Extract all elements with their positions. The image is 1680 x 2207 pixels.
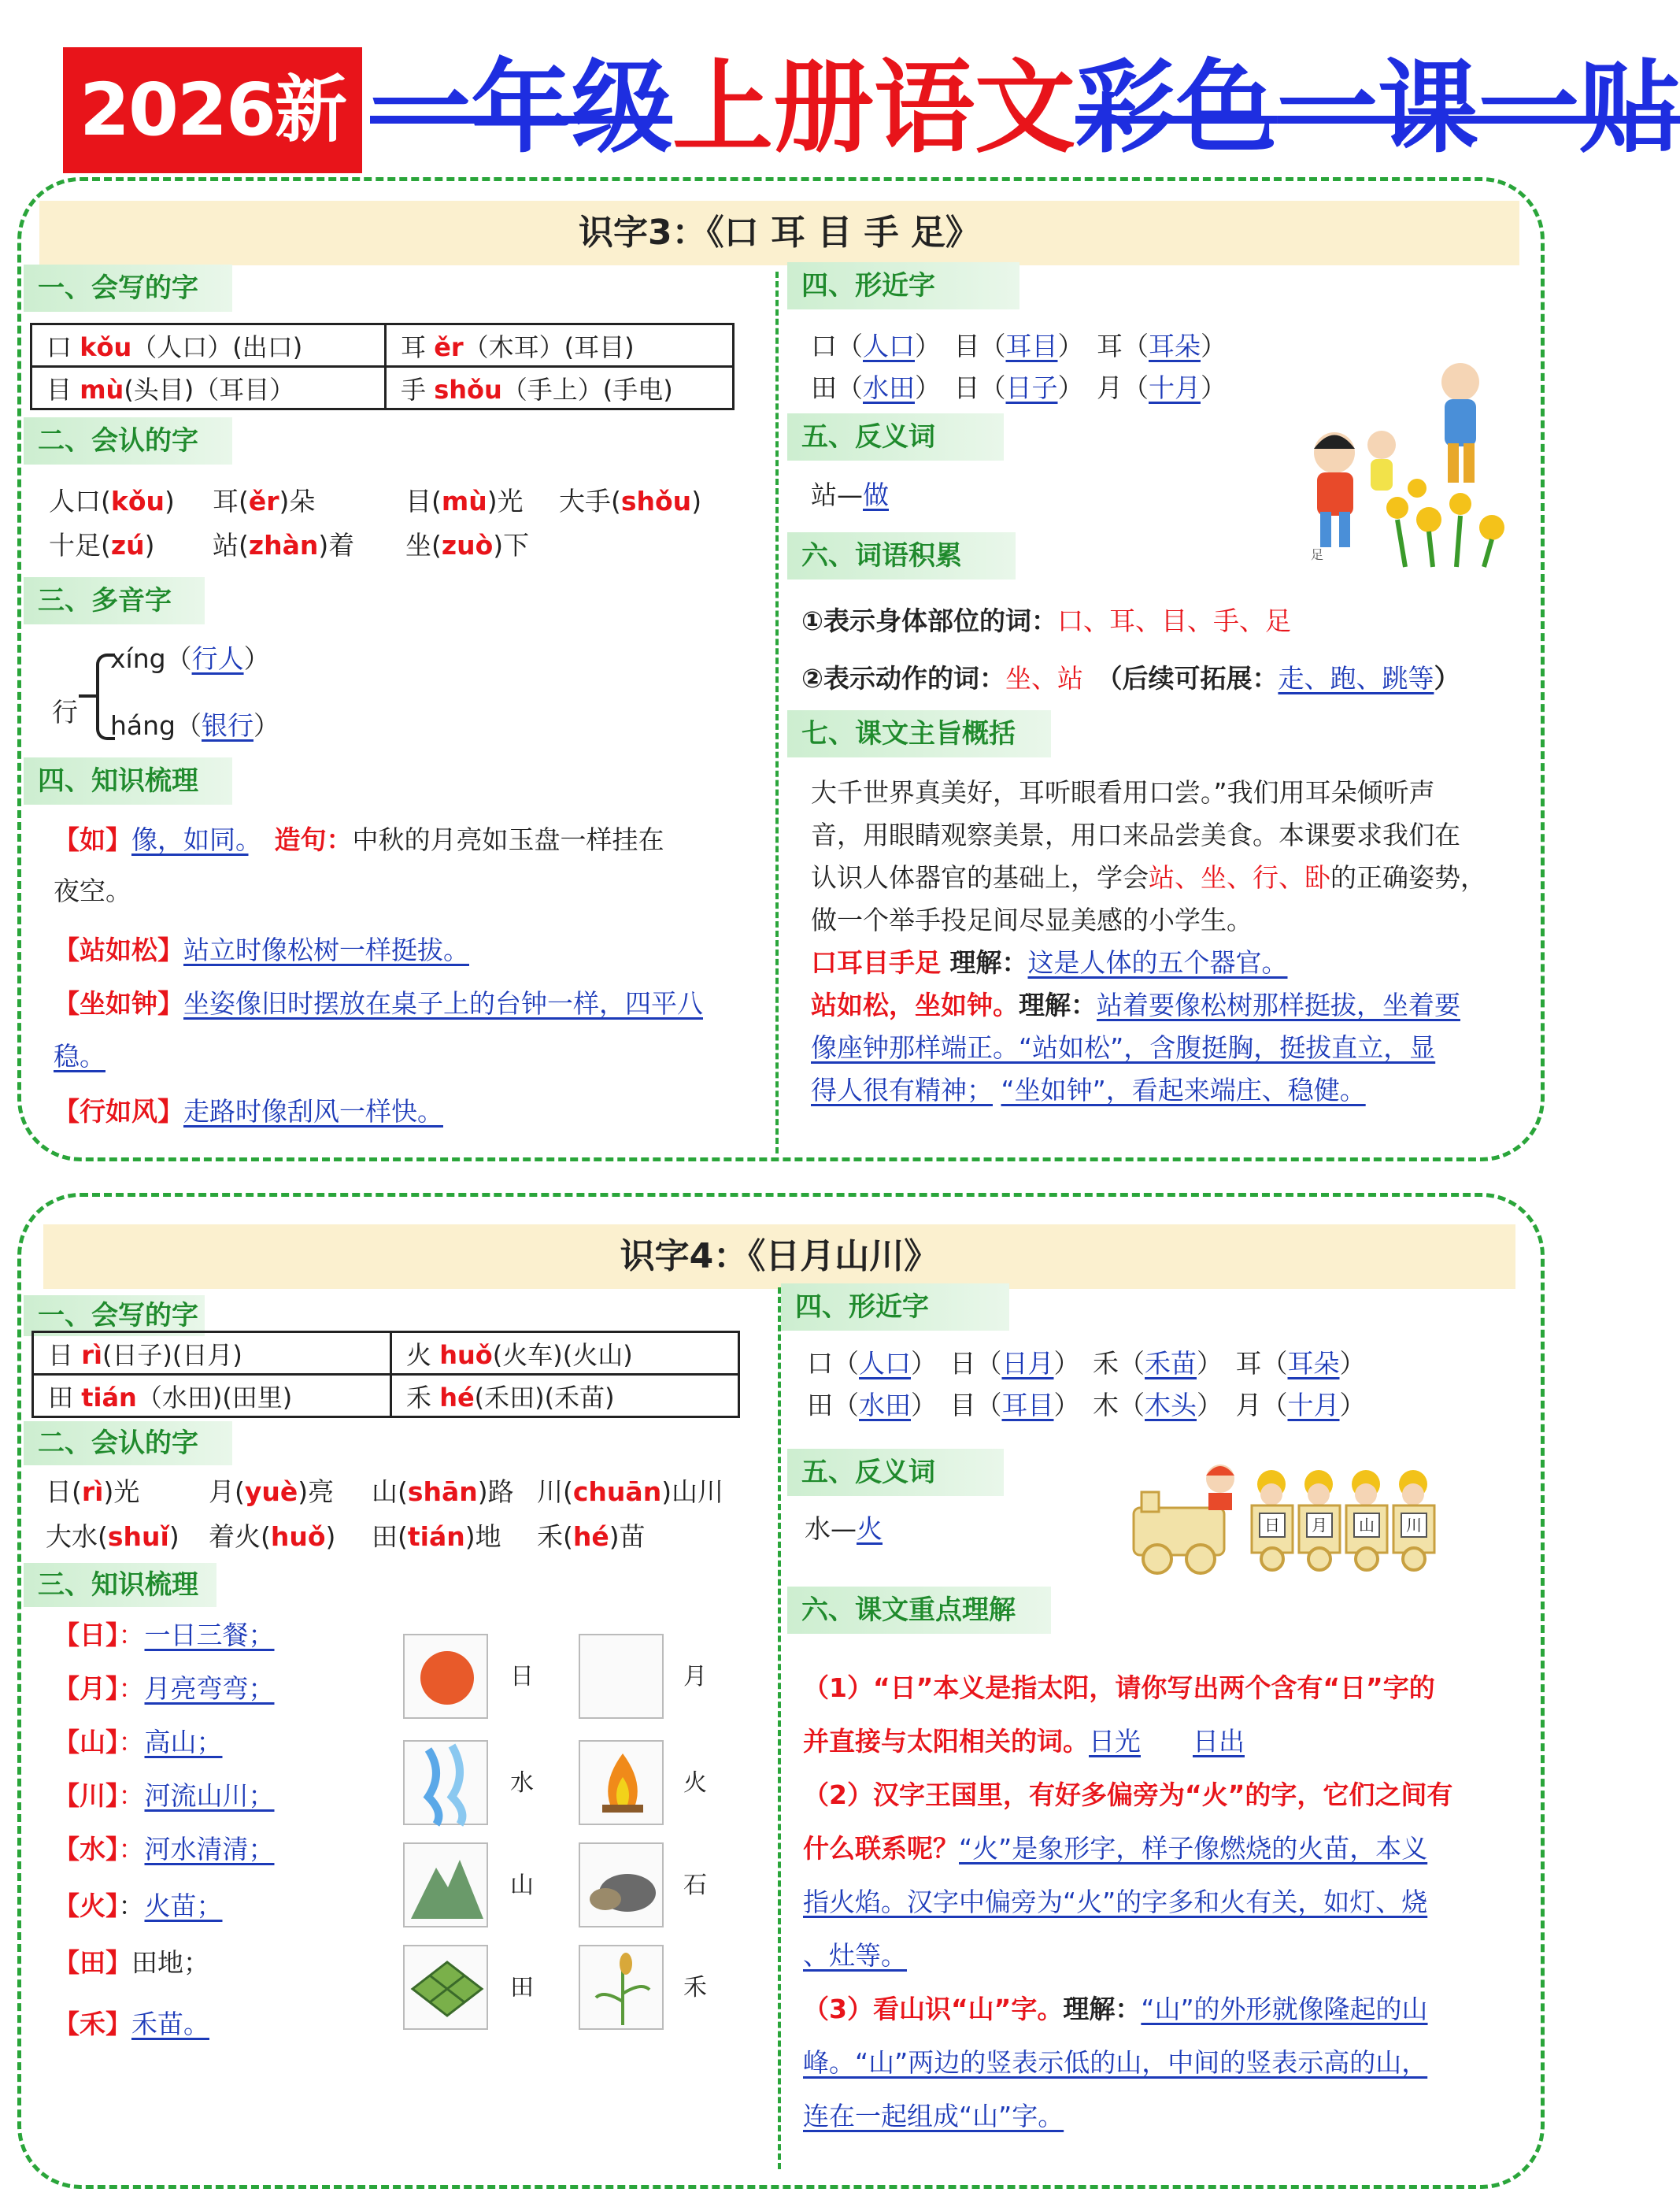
text-item: 水 bbox=[510, 1769, 534, 1797]
stone-picture bbox=[579, 1842, 664, 1927]
text-item: 田 bbox=[510, 1974, 534, 2001]
text-item: 火苗； bbox=[144, 1890, 223, 1921]
text-item: 目( bbox=[405, 486, 442, 517]
section-heading: 二、会认的字 bbox=[24, 1421, 232, 1465]
text-item: (头目)（耳目） bbox=[124, 374, 295, 405]
kids-illustration bbox=[1279, 350, 1515, 571]
text-item: 耳( bbox=[213, 486, 249, 517]
text-item: háng bbox=[110, 710, 176, 741]
section-heading: 一、会写的字 bbox=[24, 265, 232, 312]
text-item: ： bbox=[118, 1620, 145, 1650]
text-item: 稳。 bbox=[54, 1041, 105, 1072]
text-item: 河流山川； bbox=[144, 1780, 275, 1811]
text-item: huǒ bbox=[439, 1339, 493, 1370]
read-char bbox=[213, 524, 354, 567]
text-item: （手上）(手电) bbox=[501, 374, 673, 405]
text-item: 【山】 bbox=[54, 1727, 119, 1757]
text-item: 中秋的月亮如玉盘一样挂在 bbox=[352, 824, 664, 855]
text-item: 造句： bbox=[274, 824, 353, 855]
text-item: 目 bbox=[949, 1390, 976, 1420]
text-item: 坐姿像旧时摆放在桌子上的台钟一样，四平八 bbox=[183, 988, 703, 1019]
text-item: ) bbox=[144, 530, 155, 561]
text-item: 水— bbox=[805, 1513, 857, 1544]
text-item: 日月 bbox=[1001, 1348, 1054, 1379]
text-item: 口 bbox=[811, 331, 837, 361]
text-item: shǒu bbox=[434, 374, 502, 405]
text-item: 耳 bbox=[401, 331, 435, 362]
write-chars-table bbox=[31, 1331, 740, 1418]
text-item: 理解： bbox=[1063, 1994, 1142, 2024]
text-item: 做一个举手投足间尽显美感的小学生。 bbox=[811, 905, 1253, 935]
text-item: 【如】 bbox=[54, 824, 131, 855]
text-item: mù bbox=[80, 374, 124, 405]
text-item: 日 bbox=[1264, 1516, 1280, 1535]
read-char bbox=[405, 480, 524, 523]
text-item: 口、耳、目、手、足 bbox=[1056, 605, 1291, 636]
text-item: 站( bbox=[213, 530, 249, 561]
text-item: 一日三餐； bbox=[144, 1620, 275, 1650]
text-item: (火车)(火山) bbox=[492, 1339, 633, 1370]
text-item: 高山； bbox=[144, 1727, 223, 1757]
text-item: )地 bbox=[464, 1521, 501, 1552]
text-item: 田 bbox=[811, 372, 837, 403]
text-item: 十月 bbox=[1287, 1390, 1340, 1420]
text-item: 水田 bbox=[859, 1390, 911, 1420]
text-item: 人口( bbox=[49, 486, 111, 517]
text-item: rì bbox=[81, 1339, 102, 1370]
text-item: 火 bbox=[857, 1513, 883, 1544]
text-item: 田( bbox=[372, 1521, 408, 1552]
text-item: “火”是象形字，样子像燃烧的火苗，本义 bbox=[959, 1833, 1428, 1864]
text-item: 河水清清； bbox=[144, 1834, 275, 1864]
text-item: 的正确姿势， bbox=[1330, 862, 1486, 893]
text-item: ) bbox=[168, 1521, 179, 1552]
text-item: 上册语文 bbox=[672, 50, 1076, 167]
text-item: 大千世界真美好，耳听眼看用口尝。”我们用耳朵倾听声 bbox=[811, 777, 1435, 808]
text-item: （3）看山识“山”字。 bbox=[803, 1994, 1064, 2024]
text-item: 着火( bbox=[209, 1521, 271, 1552]
poly-char: 行 bbox=[52, 697, 78, 728]
text-item: 月 bbox=[683, 1663, 707, 1690]
text-item: zú bbox=[110, 530, 145, 561]
text-item: 木 bbox=[1093, 1390, 1119, 1420]
text-item: ： bbox=[118, 1727, 145, 1757]
text-item: 石 bbox=[683, 1872, 707, 1899]
text-item: 日 bbox=[953, 372, 980, 403]
text-item: 日 bbox=[48, 1339, 82, 1370]
text-item: 日 bbox=[510, 1663, 534, 1690]
text-item: 山 bbox=[1359, 1516, 1375, 1535]
read-char bbox=[49, 480, 175, 523]
section-heading: 六、课文重点理解 bbox=[787, 1587, 1051, 1634]
text-item: 大水( bbox=[46, 1521, 108, 1552]
text-item: 目 bbox=[953, 331, 980, 361]
water-picture bbox=[403, 1740, 488, 1825]
text-item: 日出 bbox=[1193, 1726, 1245, 1757]
text-item: 禾( bbox=[537, 1521, 573, 1552]
text-item: 月 bbox=[1235, 1390, 1262, 1420]
text-item: ) bbox=[325, 1521, 336, 1552]
text-item: yuè bbox=[244, 1476, 298, 1507]
text-item: 耳 bbox=[1235, 1348, 1262, 1379]
text-item: shān bbox=[407, 1476, 478, 1507]
text-item: 【火】 bbox=[54, 1890, 119, 1921]
text-item: 站立时像松树一样挺拔。 bbox=[183, 935, 469, 965]
text-item: shuǐ bbox=[107, 1521, 169, 1552]
text-item: 手 bbox=[401, 374, 435, 405]
text-item: 行人 bbox=[191, 643, 244, 674]
read-char bbox=[213, 480, 315, 523]
text-item: 禾 bbox=[406, 1382, 440, 1413]
text-item: （1）“日”本义是指太阳，请你写出两个含有“日”字的 bbox=[803, 1672, 1435, 1703]
text-item: hé bbox=[572, 1521, 609, 1552]
text-item: 禾苗 bbox=[1145, 1348, 1197, 1379]
text-item: kǒu bbox=[110, 486, 165, 517]
text-item: 什么联系呢？ bbox=[803, 1833, 959, 1864]
text-item: 禾 bbox=[1093, 1348, 1119, 1379]
text-item: (禾田)(禾苗) bbox=[474, 1382, 615, 1413]
text-item: )着 bbox=[318, 530, 355, 561]
text-item: )下 bbox=[493, 530, 530, 561]
text-item: 峰。“山”两边的竖表示低的山，中间的竖表示高的山， bbox=[803, 2047, 1428, 2078]
text-item: 理解： bbox=[941, 947, 1028, 978]
text-item: ： bbox=[118, 1890, 145, 1921]
text-item: 坐、站 bbox=[1005, 663, 1083, 694]
text-item: 水田 bbox=[863, 372, 915, 403]
text-item: 指火焰。汉字中偏旁为“火”的字多和火有关，如灯、烧 bbox=[803, 1887, 1428, 1917]
text-item: 火 bbox=[406, 1339, 440, 1370]
text-item: ： bbox=[118, 1834, 145, 1864]
section-heading: 五、反义词 bbox=[787, 413, 1004, 461]
text-item: 【水】 bbox=[54, 1834, 119, 1864]
text-item: )亮 bbox=[298, 1476, 335, 1507]
text-item: ②表示动作的词： bbox=[801, 663, 1005, 694]
text-item: 月( bbox=[209, 1476, 245, 1507]
text-item: ） bbox=[1434, 663, 1460, 694]
text-item: 口 bbox=[46, 331, 80, 362]
text-item: 火 bbox=[683, 1769, 707, 1797]
text-item: 走路时像刮风一样快。 bbox=[183, 1096, 443, 1127]
text-item: 这是人体的五个器官。 bbox=[1027, 947, 1288, 978]
text-item: 耳目 bbox=[1001, 1390, 1054, 1420]
text-item: 【行如风】 bbox=[54, 1096, 183, 1127]
text-item: 走、跑、跳等 bbox=[1278, 663, 1434, 694]
text-item: 【禾】 bbox=[54, 2009, 131, 2039]
text-item: 【坐如钟】 bbox=[54, 988, 183, 1019]
text-item: )路 bbox=[477, 1476, 514, 1507]
text-item: 一年级 bbox=[370, 50, 673, 167]
text-item: 足 bbox=[1311, 547, 1324, 562]
text-item: 人口 bbox=[863, 331, 915, 361]
section-heading: 四、形近字 bbox=[781, 1283, 1009, 1331]
text-item: chuān bbox=[572, 1476, 662, 1507]
text-item: 口耳目手足 bbox=[811, 947, 941, 978]
sun-picture bbox=[403, 1634, 488, 1719]
text-item: 日光 bbox=[1089, 1726, 1141, 1757]
text-item: ： bbox=[118, 1780, 145, 1811]
text-item: 田地； bbox=[131, 1947, 209, 1978]
train-illustration bbox=[1126, 1449, 1488, 1579]
text-item: 川( bbox=[537, 1476, 573, 1507]
text-item: 木头 bbox=[1145, 1390, 1197, 1420]
text-item: 、灶等。 bbox=[803, 1940, 907, 1971]
text-item: kǒu bbox=[80, 331, 132, 362]
text-item: 像座钟那样端正。“站如松”，含腹挺胸，挺拔直立，显 bbox=[811, 1032, 1436, 1063]
text-item: ěr bbox=[248, 486, 279, 517]
text-item: )朵 bbox=[279, 486, 316, 517]
text-item: （后续可拓展： bbox=[1108, 663, 1279, 694]
text-item: 田 bbox=[807, 1390, 833, 1420]
text-item: 像，如同。 bbox=[131, 824, 249, 855]
section-heading: 六、词语积累 bbox=[787, 532, 1016, 580]
text-item: )光 bbox=[103, 1476, 140, 1507]
section-heading: 五、反义词 bbox=[787, 1449, 1004, 1496]
text-item: 十足( bbox=[49, 530, 111, 561]
text-item: 站、坐、行、卧 bbox=[1149, 862, 1330, 893]
text-item: 田 bbox=[48, 1382, 82, 1413]
field-picture bbox=[403, 1945, 488, 2030]
text-item: 站如松，坐如钟。 bbox=[811, 990, 1019, 1020]
text-item: 做 bbox=[863, 480, 889, 510]
text-item: 耳目 bbox=[1005, 331, 1058, 361]
text-item: （水田)(田里) bbox=[136, 1382, 293, 1413]
text-item: tián bbox=[407, 1521, 465, 1552]
mountain-picture bbox=[403, 1842, 488, 1927]
read-char bbox=[559, 480, 701, 523]
text-item: 耳朵 bbox=[1287, 1348, 1340, 1379]
text-item: 人口 bbox=[859, 1348, 911, 1379]
text-item: 日( bbox=[46, 1476, 82, 1507]
text-item: 银行 bbox=[202, 710, 253, 741]
text-item: zuò bbox=[441, 530, 494, 561]
read-char bbox=[405, 524, 529, 567]
text-item: 【田】 bbox=[54, 1947, 131, 1978]
section-heading: 二、会认的字 bbox=[24, 417, 232, 465]
text-item: 山( bbox=[372, 1476, 408, 1507]
text-item: 耳 bbox=[1097, 331, 1123, 361]
text-item: 并直接与太阳相关的词。 bbox=[803, 1726, 1089, 1757]
grain-picture bbox=[579, 1945, 664, 2030]
lesson4-title: 识字4：《日月山川》 bbox=[43, 1224, 1515, 1289]
text-item: (日子)(日月) bbox=[102, 1339, 242, 1370]
text-item: 口 bbox=[807, 1348, 833, 1379]
text-item: （人口）(出口) bbox=[131, 331, 303, 362]
text-item: 连在一起组成“山”字。 bbox=[803, 2101, 1064, 2131]
text-item: 彩色 bbox=[1075, 50, 1278, 167]
text-item: 音，用眼睛观察美景，用口来品尝美食。本课要求我们在 bbox=[811, 820, 1460, 850]
text-item: huǒ bbox=[270, 1521, 326, 1552]
text-item: 【月】 bbox=[54, 1673, 119, 1704]
text-item: 大手( bbox=[559, 486, 621, 517]
text-item: rì bbox=[81, 1476, 104, 1507]
text-item: 【站如松】 bbox=[54, 935, 183, 965]
section-heading: 七、课文主旨概括 bbox=[787, 710, 1051, 757]
text-item: （木耳）(耳目) bbox=[463, 331, 635, 362]
section-heading: 四、知识梳理 bbox=[24, 757, 232, 805]
main-title bbox=[370, 38, 1680, 180]
moon-picture bbox=[579, 1634, 664, 1719]
section-heading: 三、多音字 bbox=[24, 577, 205, 624]
text-item: 【日】 bbox=[54, 1620, 119, 1650]
text-item: 得人很有精神； bbox=[811, 1075, 993, 1105]
text-item: 月亮弯弯； bbox=[144, 1673, 275, 1704]
text-item: ěr bbox=[434, 331, 464, 362]
text-item: ) bbox=[165, 486, 175, 517]
write-chars-table bbox=[30, 323, 735, 410]
text-item: hé bbox=[439, 1382, 475, 1413]
text-item: shǒu bbox=[620, 486, 692, 517]
text-item: “山”的外形就像隆起的山 bbox=[1141, 1994, 1428, 2024]
text-item: 【川】 bbox=[54, 1780, 119, 1811]
text-item: 禾苗。 bbox=[131, 2009, 209, 2039]
text-item: 夜空。 bbox=[54, 876, 131, 906]
text-item: ) bbox=[691, 486, 702, 517]
section-heading: 三、知识梳理 bbox=[24, 1563, 216, 1607]
text-item: tián bbox=[81, 1382, 137, 1413]
text-item: 站着要像松树那样挺拔，坐着要 bbox=[1097, 990, 1460, 1020]
text-item: zhàn bbox=[248, 530, 319, 561]
year-badge: 2026新 bbox=[63, 47, 362, 173]
text-item: 站— bbox=[811, 480, 863, 510]
text-item: 禾 bbox=[683, 1974, 707, 2001]
section-heading: 四、形近字 bbox=[787, 262, 1019, 309]
text-item: )山川 bbox=[661, 1476, 724, 1507]
read-char bbox=[49, 524, 154, 567]
text-item: xíng bbox=[110, 643, 166, 674]
lesson3-title: 识字3：《口 耳 目 手 足》 bbox=[39, 201, 1519, 265]
text-item: )光 bbox=[487, 486, 524, 517]
text-item: 川 bbox=[1406, 1516, 1422, 1535]
text-item: )苗 bbox=[609, 1521, 646, 1552]
text-item: “坐如钟”，看起来端庄、稳健。 bbox=[1001, 1075, 1366, 1105]
text-item: 月 bbox=[1097, 372, 1123, 403]
text-item: ①表示身体部位的词： bbox=[801, 605, 1057, 636]
text-item: 一课一贴 bbox=[1277, 50, 1680, 167]
text-item: 十月 bbox=[1149, 372, 1201, 403]
text-item: （2）汉字王国里，有好多偏旁为“火”的字，它们之间有 bbox=[803, 1779, 1453, 1810]
text-item: 理解： bbox=[1019, 990, 1097, 1020]
text-item: 日 bbox=[949, 1348, 976, 1379]
text-item: ： bbox=[118, 1673, 145, 1704]
text-item: 坐( bbox=[405, 530, 442, 561]
text-item: mù bbox=[441, 486, 487, 517]
text-item: 月 bbox=[1312, 1516, 1327, 1535]
fire-picture bbox=[579, 1740, 664, 1825]
text-item: 耳朵 bbox=[1149, 331, 1201, 361]
text-item: 日子 bbox=[1005, 372, 1058, 403]
text-item: 目 bbox=[46, 374, 80, 405]
text-item: 山 bbox=[510, 1872, 534, 1899]
text-item: 认识人体器官的基础上，学会 bbox=[811, 862, 1149, 893]
section-heading: 一、会写的字 bbox=[24, 1295, 205, 1336]
